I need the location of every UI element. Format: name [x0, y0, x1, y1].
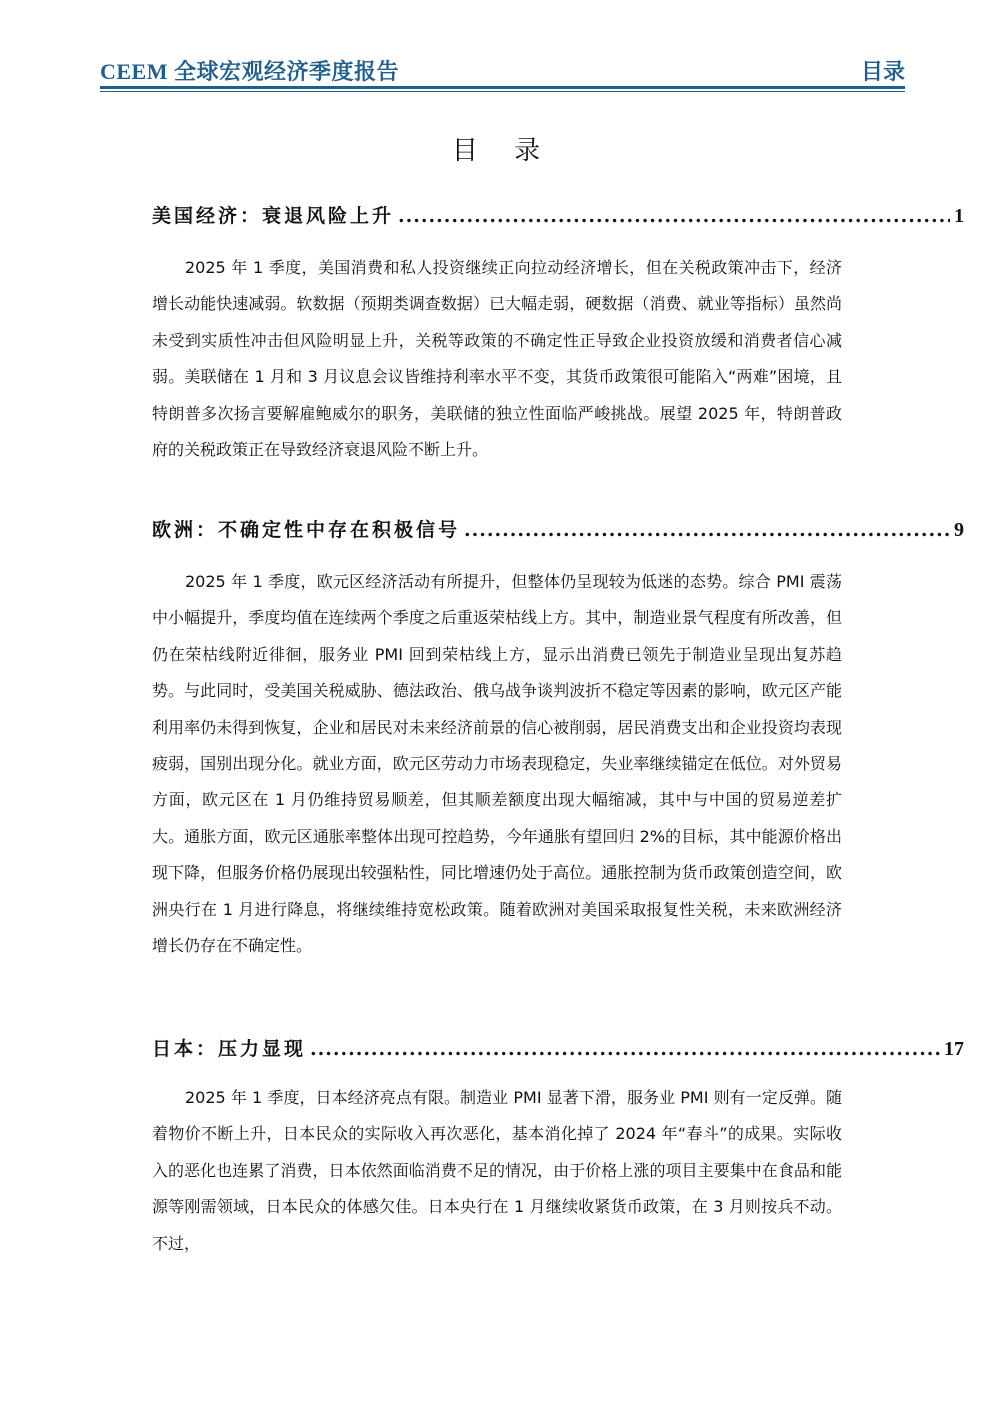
toc-leader-dots — [310, 1038, 940, 1060]
toc-summary: 2025 年 1 季度，欧元区经济活动有所提升，但整体仍呈现较为低迷的态势。综合 PMI 震荡中小幅提升，季度均值在连续两个季度之后重返荣枯线上方。其中，制造业景气程度有所改善，但仍在荣枯线附近徘徊，服务业 PMI 回到荣枯线上方，显示出消费已领先于制造业呈现出复苏趋势。与此同时，受美国关税威胁、德法政治、俄乌战争谈判波折不稳定等因素的影响，欧元区产能利用率仍未得到恢复，企业和居民对未来经济前景的信心被削弱，居民消费支出和企业投资均表现疲弱，国别出现分化。就业方面，欧元区劳动力市场表现稳定，失业率继续锚定在低位。对外贸易方面，欧元区在 1 月仍维持贸易顺差，但其顺差额度出现大幅缩减，其中与中国的贸易逆差扩大。通胀方面，欧元区通胀率整体出现可控趋势，今年通胀有望回归 2%的目标，其中能源价格出现下降，但服务价格仍展现出较强粘性，同比增速仍处于高位。通胀控制为货币政策创造空间，欧洲央行在 1 月进行降息，将继续维持宽松政策。随着欧洲对美国采取报复性关税，未来欧洲经济增长仍存在不确定性。 — [152, 572, 842, 956]
toc-entry-europe[interactable] — [152, 515, 964, 545]
header-rule-thin — [100, 91, 905, 92]
page-title: 目 录 — [451, 136, 555, 166]
toc-page-number: 9 — [954, 519, 964, 541]
toc-page-number: 1 — [954, 205, 964, 227]
section-label: 目录 — [860, 59, 905, 84]
toc-entry-japan[interactable] — [152, 1034, 964, 1064]
toc-heading: 美国经济：衰退风险上升 — [152, 205, 395, 227]
toc-heading: 欧洲：不确定性中存在积极信号 — [152, 519, 461, 541]
toc-leader-dots — [398, 205, 950, 227]
header-rule — [100, 86, 905, 89]
toc-summary: 2025 年 1 季度，日本经济亮点有限。制造业 PMI 显著下滑，服务业 PMI 则有一定反弹。随着物价不断上升，日本民众的实际收入再次恶化，基本消化掉了 2024 年“春斗”的成果。实际收入的恶化也连累了消费，日本依然面临消费不足的情况，由于价格上涨的项目主要集中在食品和能源等刚需领域，日本民众的体感欠佳。日本央行在 1 月继续收紧货币政策，在 3 月则按兵不动。不过， — [152, 1088, 842, 1253]
page-header — [100, 55, 905, 89]
toc-leader-dots — [464, 519, 950, 541]
toc-heading: 日本：压力显现 — [152, 1038, 307, 1060]
toc-page-number: 17 — [944, 1038, 964, 1060]
toc-summary: 2025 年 1 季度，美国消费和私人投资继续正向拉动经济增长，但在关税政策冲击下，经济增长动能快速减弱。软数据（预期类调查数据）已大幅走弱，硬数据（消费、就业等指标）虽然尚未受到实质性冲击但风险明显上升，关税等政策的不确定性正导致企业投资放缓和消费者信心减弱。美联储在 1 月和 3 月议息会议皆维持利率水平不变，其货币政策很可能陷入“两难”困境，且特朗普多次扬言要解雇鲍威尔的职务，美联储的独立性面临严峻挑战。展望 2025 年，特朗普政府的关税政策正在导致经济衰退风险不断上升。 — [152, 258, 842, 460]
toc-entry-us[interactable] — [152, 201, 964, 231]
report-title: CEEM 全球宏观经济季度报告 — [100, 59, 400, 84]
